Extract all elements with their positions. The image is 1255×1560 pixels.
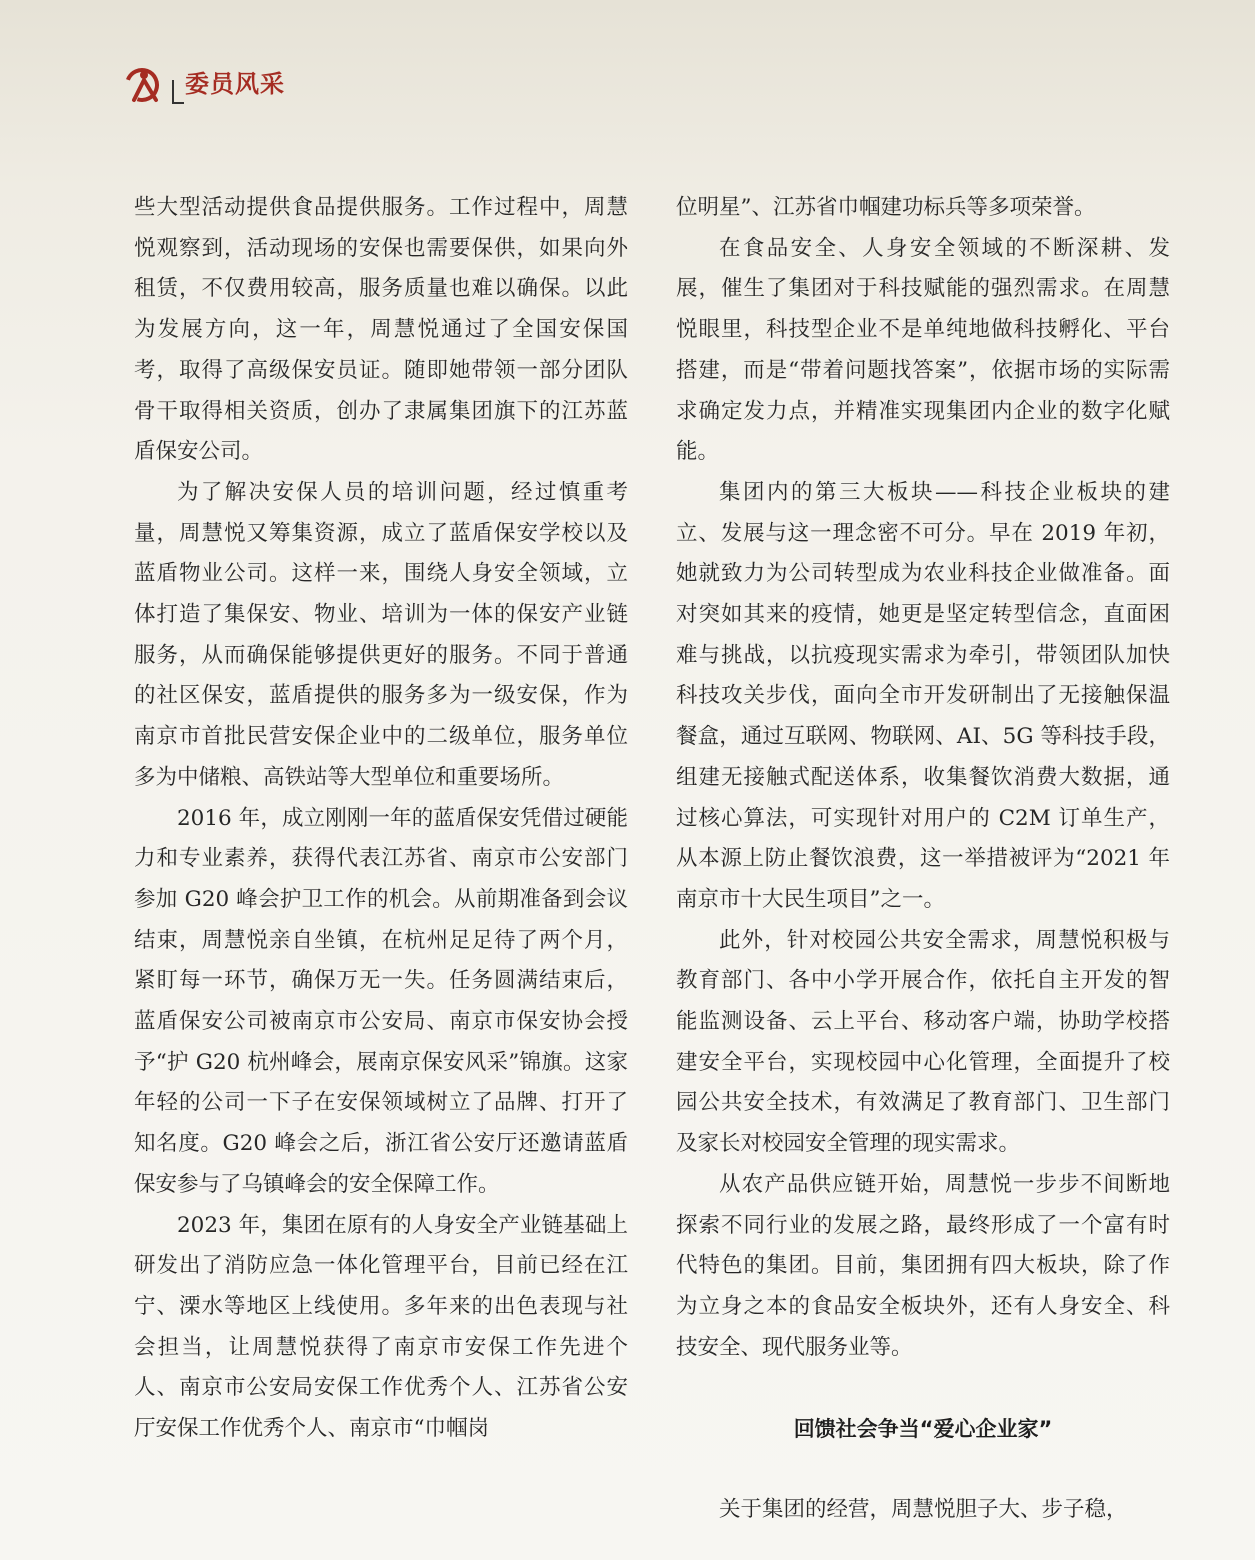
body-paragraph: 从农产品供应链开始，周慧悦一步步不间断地探索不同行业的发展之路，最终形成了一个富有时代特色的集团。目前，集团拥有四大板块，除了作为立身之本的食品安全板块外，还有人身安全、科技安全、现代服务业等。 [676, 1171, 1170, 1360]
body-paragraph: 在食品安全、人身安全领域的不断深耕、发展，催生了集团对于科技赋能的强烈需求。在周慧悦眼里，科技型企业不是单纯地做科技孵化、平台搭建，而是“带着问题找答案”，依据市场的实际需求确定发力点，并精准实现集团内企业的数字化赋能。 [676, 235, 1170, 465]
header-bracket-decoration [172, 80, 184, 104]
body-paragraph: 关于集团的经营，周慧悦胆子大、步子稳， [719, 1497, 1128, 1523]
section-heading: 回馈社会争当“爱心企业家” [793, 1417, 1053, 1442]
body-paragraph: 些大型活动提供食品提供服务。工作过程中，周慧悦观察到，活动现场的安保也需要保供，如果向外租赁，不仅费用较高，服务质量也难以确保。以此为发展方向，这一年，周慧悦通过了全国安保国考，取得了高级保安员证。随即她带领一部分团队骨干取得相关资质，创办了隶属集团旗下的江苏蓝盾保安公司。 [134, 195, 628, 465]
body-paragraph: 位明星”、江苏省巾帼建功标兵等多项荣誉。 [676, 195, 1096, 220]
right-text-column [676, 188, 1170, 1531]
body-paragraph: 为了解决安保人员的培训问题，经过慎重考量，周慧悦又筹集资源，成立了蓝盾保安学校以及蓝盾物业公司。这样一来，围绕人身安全领域，立体打造了集保安、物业、培训为一体的保安产业链服务，从而确保能够提供更好的服务。不同于普通的社区保安，蓝盾提供的服务多为一级安保，作为南京市首批民营安保企业中的二级单位，服务单位多为中储粮、高铁站等大型单位和重要场所。 [134, 479, 628, 790]
section-title: 委员风采 [185, 70, 285, 98]
body-paragraph: 集团内的第三大板块——科技企业板块的建立、发展与这一理念密不可分。早在 2019 年初，她就致力为公司转型成为农业科技企业做准备。面对突如其来的疫情，她更是坚定转型信念，直面困难与挑战，以抗疫现实需求为牵引，带领团队加快科技攻关步伐，面向全市开发研制出了无接触保温餐盒，通过互联网、物联网、AI、5G 等科技手段，组建无接触式配送体系，收集餐饮消费大数据，通过核心算法，可实现针对用户的 C2M 订单生产，从本源上防止餐饮浪费，这一举措被评为“2021 年南京市十大民生项目”之一。 [676, 479, 1170, 912]
people-circle-logo-icon [122, 64, 174, 104]
left-text-column [134, 188, 628, 1450]
body-paragraph: 2023 年，集团在原有的人身安全产业链基础上研发出了消防应急一体化管理平台，目前已经在江宁、溧水等地区上线使用。多年来的出色表现与社会担当，让周慧悦获得了南京市安保工作先进个人、南京市公安局安保工作优秀个人、江苏省公安厅安保工作优秀个人、南京市“巾帼岗 [134, 1212, 628, 1442]
body-paragraph: 2016 年，成立刚刚一年的蓝盾保安凭借过硬能力和专业素养，获得代表江苏省、南京市公安部门参加 G20 峰会护卫工作的机会。从前期准备到会议结束，周慧悦亲自坐镇，在杭州足足待了两个月，紧盯每一环节，确保万无一失。任务圆满结束后，蓝盾保安公司被南京市公安局、南京市保安协会授予“护 G20 杭州峰会，展南京保安风采”锦旗。这家年轻的公司一下子在安保领域树立了品牌、打开了知名度。G20 峰会之后，浙江省公安厅还邀请蓝盾保安参与了乌镇峰会的安全保障工作。 [134, 805, 628, 1197]
body-paragraph: 此外，针对校园公共安全需求，周慧悦积极与教育部门、各中小学开展合作，依托自主开发的智能监测设备、云上平台、移动客户端，协助学校搭建安全平台，实现校园中心化管理，全面提升了校园公共安全技术，有效满足了教育部门、卫生部门及家长对校园安全管理的现实需求。 [676, 927, 1170, 1157]
